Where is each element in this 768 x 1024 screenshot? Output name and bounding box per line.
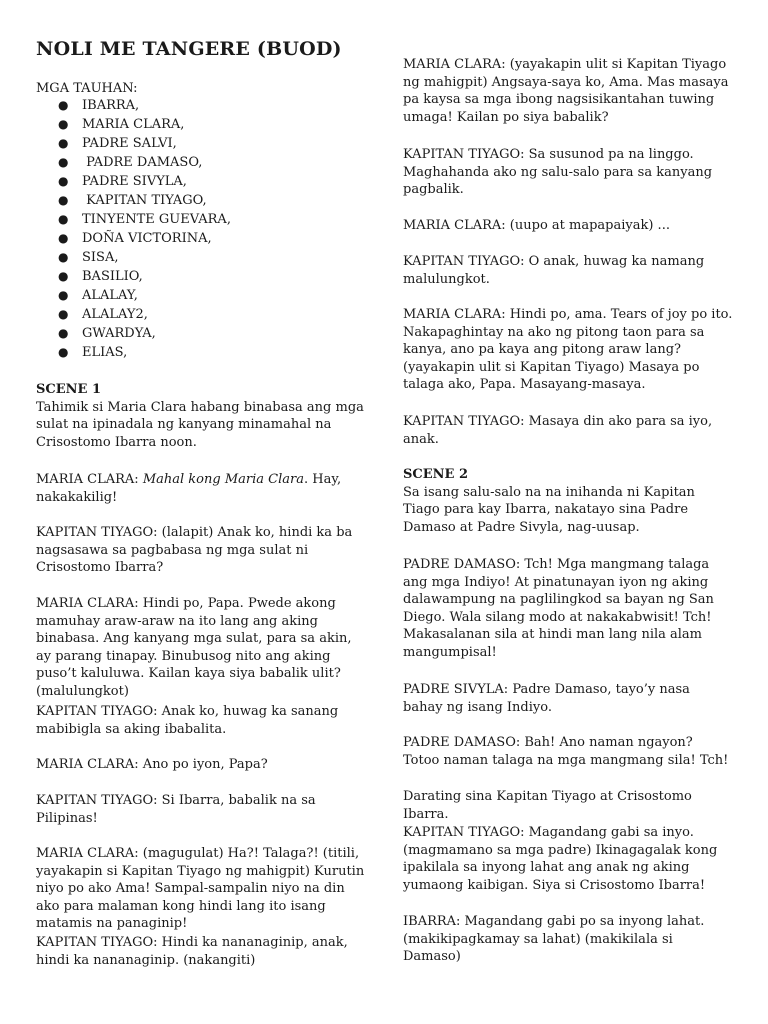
cast-item: ● GWARDYA,: [58, 326, 156, 341]
dialogue-paragraph: KAPITAN TIYAGO: (lalapit) Anak ko, hindi ka ba nagsasawa sa pagbabasa ng mga sulat ni Crisostomo Ibarra?: [36, 525, 353, 575]
dialogue-paragraph: PADRE SIVYLA: Padre Damaso, tayo’y nasa bahay ng isang Indiyo.: [403, 682, 690, 715]
cast-list: [36, 96, 231, 362]
dialogue-paragraph: MARIA CLARA: (magugulat) Ha?! Talaga?! (titili, yayakapin si Kapitan Tiyago ng mahigpit) Kurutin niyo po ako Ama! Sampal-sampalin niyo na din ako para malaman kong hindi lang ito isang matamis na panaginip!: [36, 846, 365, 931]
bullet-icon: ●: [58, 250, 69, 264]
scene2-intro: Sa isang salu-salo na na inihanda ni Kapitan Tiago para kay Ibarra, nakatayo sina Padre Damaso at Padre Sivyla, nag-uusap.: [403, 484, 695, 535]
dialogue-paragraph: KAPITAN TIYAGO: Si Ibarra, babalik na sa Pilipinas!: [36, 793, 316, 826]
dialogue-paragraph: MARIA CLARA: Hindi po, Papa. Pwede akong mamuhay araw-araw na ito lang ang aking binabasa. Ang kanyang mga sulat, para sa akin, ay parang tinapay. Binubusog nito ang aking puso’t kaluluwa. Kailan kaya siya babalik ulit? (malulungkot): [36, 596, 352, 699]
dialogue-paragraph: MARIA CLARA: (uupo at mapapaiyak) ...: [403, 218, 670, 233]
dialogue-paragraph: Darating sina Kapitan Tiyago at Crisostomo Ibarra.: [403, 789, 692, 822]
scene2-block: [403, 466, 733, 536]
cast-label: MGA TAUHAN:: [36, 81, 138, 96]
bullet-icon: ●: [58, 117, 69, 131]
cast-item: ● ELIAS,: [58, 345, 128, 360]
scene1-heading: SCENE 1: [36, 382, 102, 397]
bullet-icon: ●: [58, 193, 69, 207]
dialogue-paragraph: PADRE DAMASO: Tch! Mga mangmang talaga ang mga Indiyo! At pinatunayan iyon ng aking dalawampung na paglilingkod sa bayan ng San Diego. Wala silang modo at nakakabwisit! Tch! Makasalanan sila at hindi man lang nila alam mangumpisal!: [403, 557, 714, 660]
dialogue-paragraph: KAPITAN TIYAGO: Hindi ka nananaginip, anak, hindi ka nananaginip. (nakangiti): [36, 935, 348, 968]
letter-quote: Mahal kong Maria Clara: [142, 472, 304, 487]
cast-item: ● BASILIO,: [58, 269, 143, 284]
dialogue-paragraph: MARIA CLARA: Ano po iyon, Papa?: [36, 757, 268, 772]
dialogue-paragraph: MARIA CLARA: (yayakapin ulit si Kapitan Tiyago ng mahigpit) Angsaya-saya ko, Ama. Mas masaya pa kaysa sa mga ibong nagsisikantahan tuwing umaga! Kailan po siya babalik?: [403, 57, 729, 125]
bullet-icon: ●: [58, 288, 69, 302]
dialogue-paragraph: KAPITAN TIYAGO: Anak ko, huwag ka sanang mabibigla sa aking ibabalita.: [36, 704, 339, 737]
cast-item: ● PADRE SIVYLA,: [58, 174, 187, 189]
bullet-icon: ●: [58, 326, 69, 340]
dialogue-paragraph: IBARRA: Magandang gabi po sa inyong lahat. (makikipagkamay sa lahat) (makikilala si Damaso): [403, 914, 705, 964]
dialogue-paragraph: MARIA CLARA: Hindi po, ama. Tears of joy po ito. Nakapaghintay na ako ng pitong taon para sa kanya, ano pa kaya ang pitong araw lang? (yayakapin ulit si Kapitan Tiyago) Masaya po talaga ako, Papa. Masayang-masaya.: [403, 307, 733, 392]
cast-item: ● TINYENTE GUEVARA,: [58, 212, 231, 227]
cast-item: ● SISA,: [58, 250, 119, 265]
cast-item: ● ALALAY2,: [58, 307, 148, 322]
cast-item: ● MARIA CLARA,: [58, 117, 185, 132]
bullet-icon: ●: [58, 307, 69, 321]
cast-item: ● PADRE DAMASO,: [58, 155, 203, 170]
cast-item: ● DOÑA VICTORINA,: [58, 231, 212, 246]
dialogue-paragraph: KAPITAN TIYAGO: O anak, huwag ka namang malulungkot.: [403, 254, 705, 287]
cast-item: ● ALALAY,: [58, 288, 138, 303]
bullet-icon: ●: [58, 212, 69, 226]
dialogue-paragraph: PADRE DAMASO: Bah! Ano naman ngayon? Totoo naman talaga na mga mangmang sila! Tch!: [403, 735, 729, 768]
dialogue-paragraph: KAPITAN TIYAGO: Magandang gabi sa inyo. (magmamano sa mga padre) Ikinagagalak kong ipakilala sa inyong lahat ang anak ng aking yumaong kaibigan. Siya si Crisostomo Ibarra!: [403, 825, 718, 893]
bullet-icon: ●: [58, 269, 69, 283]
bullet-icon: ●: [58, 174, 69, 188]
bullet-icon: ●: [58, 345, 69, 359]
dialogue-paragraph: KAPITAN TIYAGO: Masaya din ako para sa iyo, anak.: [403, 414, 713, 447]
document-title: NOLI ME TANGERE (BUOD): [36, 38, 342, 60]
dialogue-paragraph: KAPITAN TIYAGO: Sa susunod pa na linggo. Maghahanda ako ng salu-salo para sa kanyang pagbalik.: [403, 147, 713, 197]
scene1-intro: Tahimik si Maria Clara habang binabasa ang mga sulat na ipinadala ng kanyang minamahal na Crisostomo Ibarra noon.: [36, 399, 364, 450]
bullet-icon: ●: [58, 231, 69, 245]
bullet-icon: ●: [58, 98, 69, 112]
cast-item: ● KAPITAN TIYAGO,: [58, 193, 207, 208]
cast-item: ● IBARRA,: [58, 98, 140, 113]
dialogue-paragraph: MARIA CLARA: Mahal kong Maria Clara. Hay, nakakakilig!: [36, 472, 342, 505]
scene2-heading: SCENE 2: [403, 467, 469, 482]
bullet-icon: ●: [58, 155, 69, 169]
bullet-icon: ●: [58, 136, 69, 150]
cast-item: ● PADRE SALVI,: [58, 136, 177, 151]
scene1-block: [36, 381, 366, 451]
